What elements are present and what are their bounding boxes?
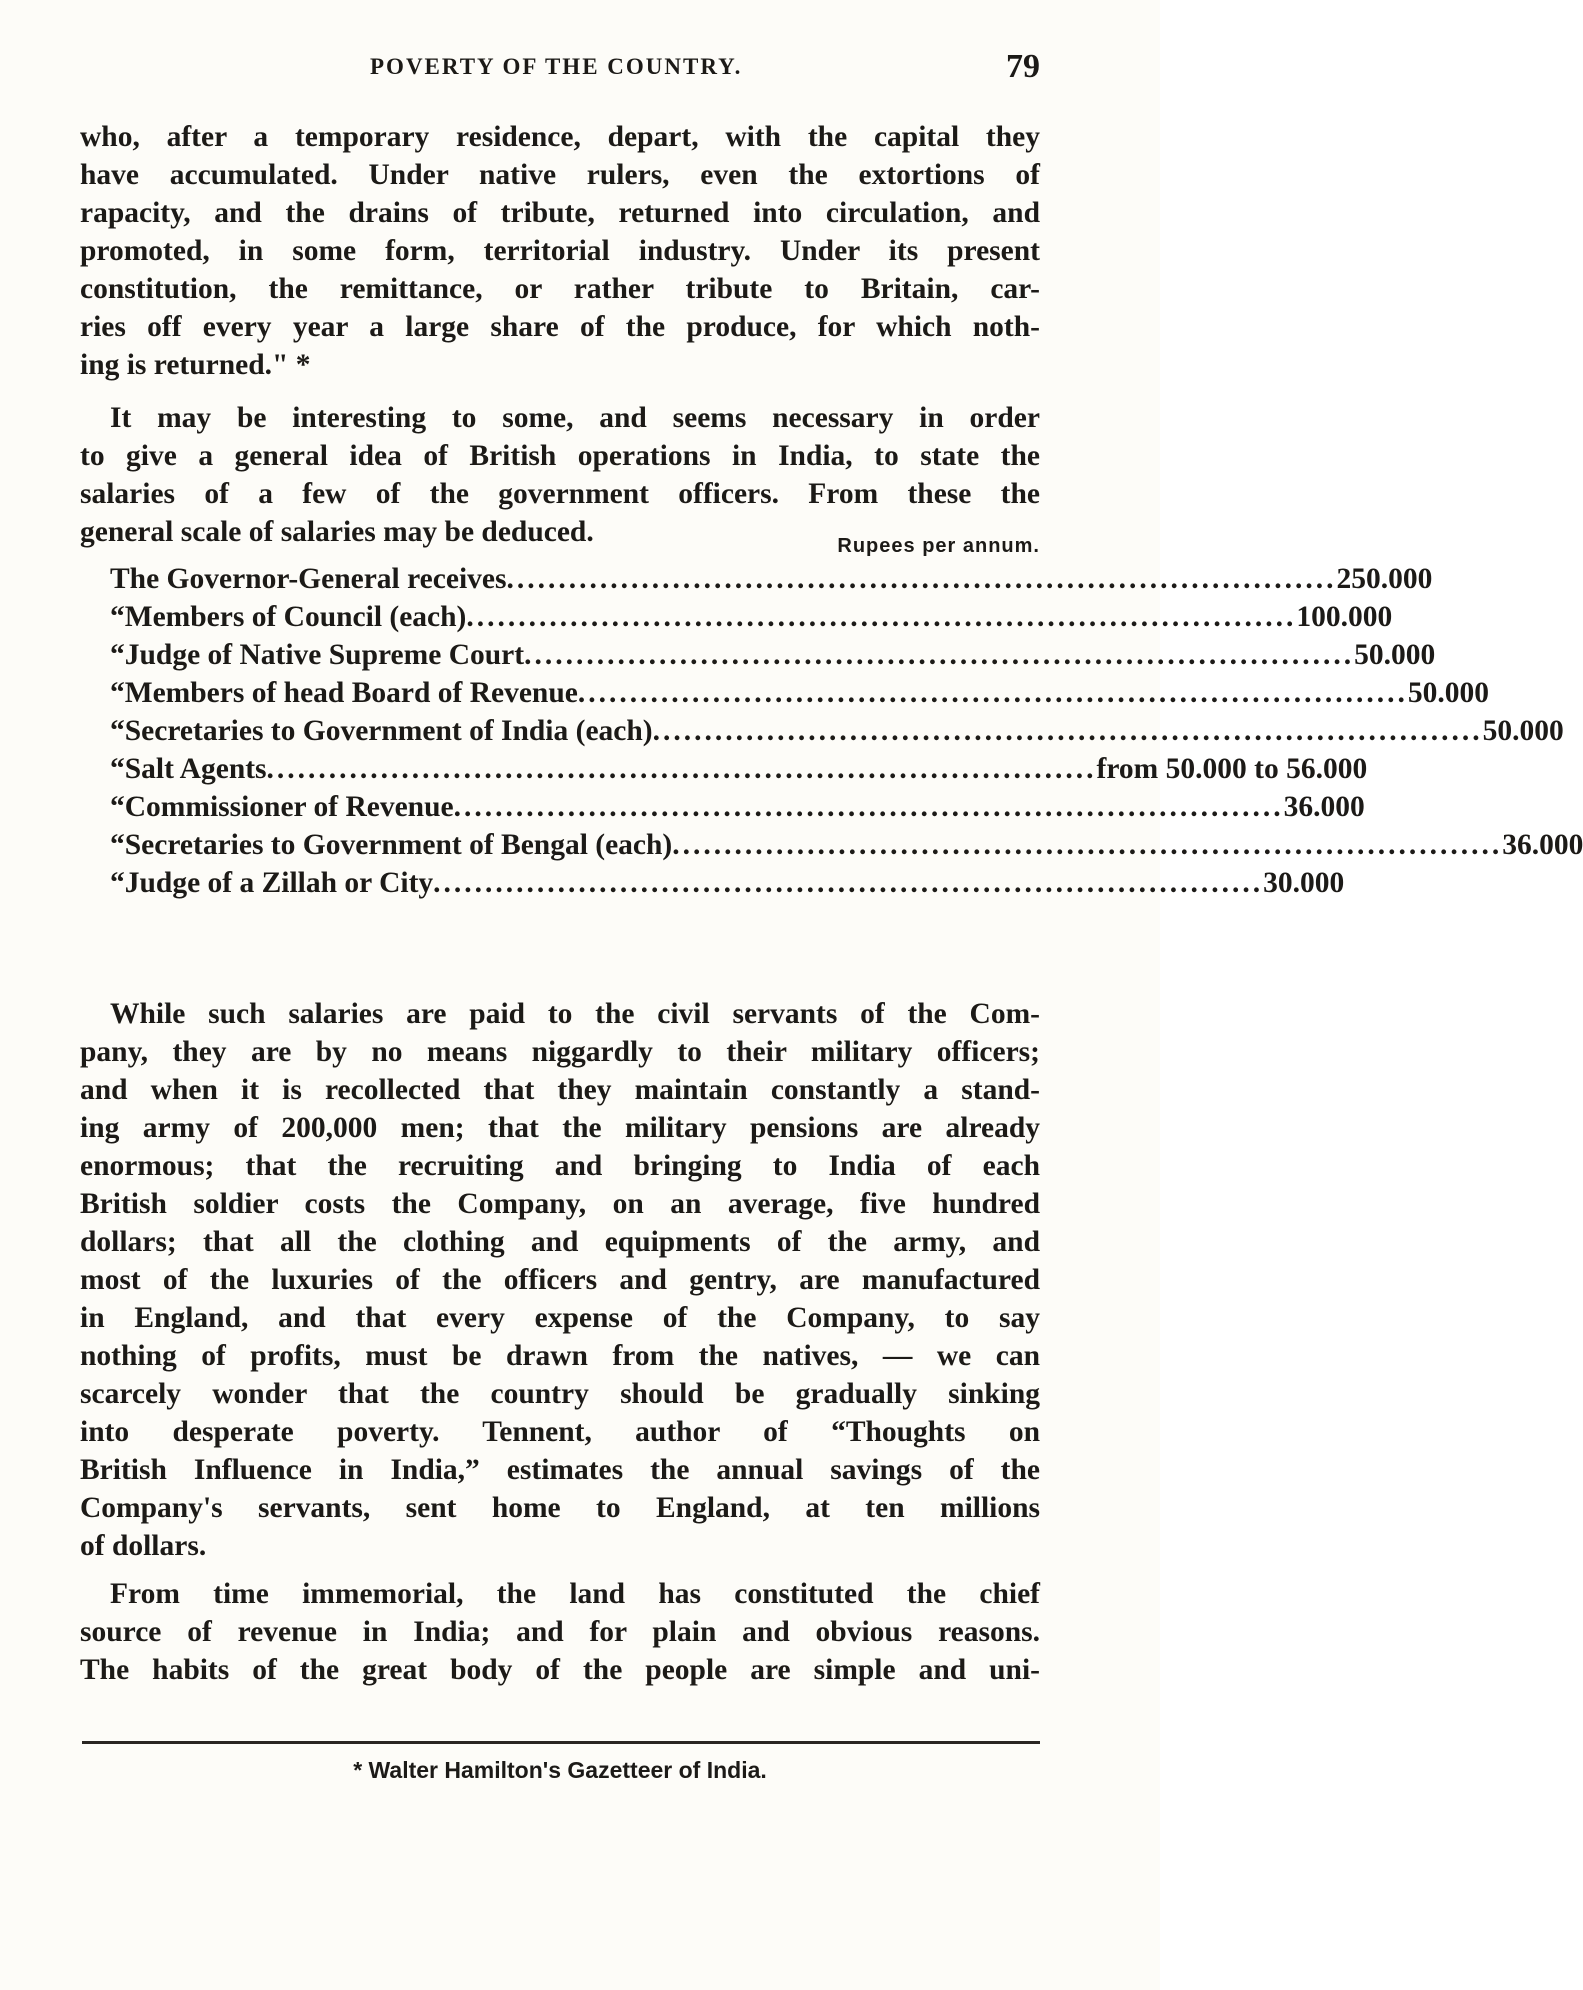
salary-label: Commissioner of Revenue bbox=[124, 791, 454, 823]
dot-leader: ................................................................................ bbox=[433, 867, 1264, 899]
salary-row bbox=[110, 712, 1564, 750]
running-header bbox=[80, 48, 1040, 94]
text-line: to give a general idea of British operations in India, to state the bbox=[80, 440, 1040, 472]
text-line: into desperate poverty. Tennent, author of “Thoughts on bbox=[80, 1416, 1040, 1448]
footnote-rule bbox=[82, 1741, 1040, 1744]
paragraph-military-costs bbox=[80, 995, 1040, 1565]
salary-label: The Governor-General receives bbox=[110, 563, 507, 595]
salary-row bbox=[110, 750, 1368, 788]
text-line: ries off every year a large share of the produce, for which noth- bbox=[80, 311, 1040, 343]
text-line: who, after a temporary residence, depart, with the capital they bbox=[80, 121, 1040, 153]
salary-row bbox=[110, 788, 1365, 826]
text-line: ing army of 200,000 men; that the military pensions are already bbox=[80, 1112, 1040, 1144]
dot-leader: ................................................................................ bbox=[466, 601, 1297, 633]
salary-value: 30.000 bbox=[1263, 867, 1345, 899]
dot-leader: ................................................................................ bbox=[577, 677, 1408, 709]
dot-leader: ................................................................................ bbox=[524, 639, 1355, 671]
dot-leader: ................................................................................ bbox=[672, 829, 1503, 861]
dot-leader: ................................................................................ bbox=[652, 715, 1483, 747]
salary-table bbox=[110, 560, 1583, 902]
salary-label: Judge of a Zillah or City bbox=[124, 867, 434, 899]
dot-leader: ................................................................................ bbox=[266, 753, 1097, 785]
text-line: in England, and that every expense of the Company, to say bbox=[80, 1302, 1040, 1334]
text-line: scarcely wonder that the country should be gradually sinking bbox=[80, 1378, 1040, 1410]
salary-row bbox=[110, 674, 1489, 712]
salary-label: Judge of Native Supreme Court bbox=[124, 639, 525, 671]
running-title: POVERTY OF THE COUNTRY. bbox=[370, 54, 743, 79]
text-line: nothing of profits, must be drawn from the natives, — we can bbox=[80, 1340, 1040, 1372]
text-line: British Influence in India,” estimates the annual savings of the bbox=[80, 1454, 1040, 1486]
text-line: rapacity, and the drains of tribute, returned into circulation, and bbox=[80, 197, 1040, 229]
salary-label: Members of Council (each) bbox=[124, 601, 467, 633]
text-line: Company's servants, sent home to England, at ten millions bbox=[80, 1492, 1040, 1524]
text-line: most of the luxuries of the officers and gentry, are manufactured bbox=[80, 1264, 1040, 1296]
text-line: and when it is recollected that they maintain constantly a stand- bbox=[80, 1074, 1040, 1106]
salary-label: Members of head Board of Revenue bbox=[124, 677, 578, 709]
salary-value: 100.000 bbox=[1296, 601, 1393, 633]
salary-label: Secretaries to Government of Bengal (each) bbox=[124, 829, 673, 861]
ditto-mark: “ bbox=[110, 829, 125, 861]
salary-row bbox=[110, 560, 1433, 598]
dot-leader: ................................................................................ bbox=[453, 791, 1284, 823]
ditto-mark: “ bbox=[110, 791, 125, 823]
salary-value: 50.000 bbox=[1354, 639, 1436, 671]
salary-row bbox=[110, 636, 1436, 674]
table-unit-caption: Rupees per annum. bbox=[837, 535, 1040, 557]
footnote: * Walter Hamilton's Gazetteer of India. bbox=[353, 1757, 767, 1783]
page-number: 79 bbox=[1006, 48, 1040, 85]
salary-value: 50.000 bbox=[1482, 715, 1564, 747]
text-line: general scale of salaries may be deduced. bbox=[80, 516, 594, 548]
text-line: The habits of the great body of the people are simple and uni- bbox=[80, 1654, 1040, 1686]
paragraph-land-revenue bbox=[80, 1575, 1040, 1689]
salary-row bbox=[110, 598, 1393, 636]
text-line: of dollars. bbox=[80, 1530, 207, 1562]
salary-value: 50.000 bbox=[1407, 677, 1489, 709]
text-line: ing is returned." * bbox=[80, 349, 311, 381]
text-line: have accumulated. Under native rulers, even the extortions of bbox=[80, 159, 1040, 191]
text-line: promoted, in some form, territorial industry. Under its present bbox=[80, 235, 1040, 267]
ditto-mark: “ bbox=[110, 753, 125, 785]
text-line: British soldier costs the Company, on an average, five hundred bbox=[80, 1188, 1040, 1220]
text-line: salaries of a few of the government officers. From these the bbox=[80, 478, 1040, 510]
text-line: source of revenue in India; and for plain and obvious reasons. bbox=[80, 1616, 1040, 1648]
salary-value: 36.000 bbox=[1502, 829, 1583, 861]
ditto-mark: “ bbox=[110, 601, 125, 633]
text-line: dollars; that all the clothing and equipments of the army, and bbox=[80, 1226, 1040, 1258]
text-line: constitution, the remittance, or rather tribute to Britain, car- bbox=[80, 273, 1040, 305]
salary-value: 36.000 bbox=[1283, 791, 1365, 823]
ditto-mark: “ bbox=[110, 867, 125, 899]
text-line: It may be interesting to some, and seems necessary in order bbox=[110, 402, 1040, 434]
salary-label: Secretaries to Government of India (each) bbox=[124, 715, 653, 747]
dot-leader: ................................................................................ bbox=[506, 563, 1337, 595]
ditto-mark: “ bbox=[110, 639, 125, 671]
salary-label: Salt Agents bbox=[124, 753, 267, 785]
salary-row bbox=[110, 864, 1345, 902]
paragraph-continued bbox=[80, 118, 1040, 384]
paragraph-salaries-intro bbox=[80, 399, 1040, 551]
salary-row bbox=[110, 826, 1583, 864]
ditto-mark: “ bbox=[110, 715, 125, 747]
salary-value: 250.000 bbox=[1336, 563, 1433, 595]
text-line: From time immemorial, the land has constituted the chief bbox=[110, 1578, 1040, 1610]
ditto-mark: “ bbox=[110, 677, 125, 709]
text-line: While such salaries are paid to the civil servants of the Com- bbox=[110, 998, 1040, 1030]
text-line: enormous; that the recruiting and bringing to India of each bbox=[80, 1150, 1040, 1182]
salary-value: from 50.000 to 56.000 bbox=[1096, 753, 1368, 785]
text-line: pany, they are by no means niggardly to their military officers; bbox=[80, 1036, 1040, 1068]
